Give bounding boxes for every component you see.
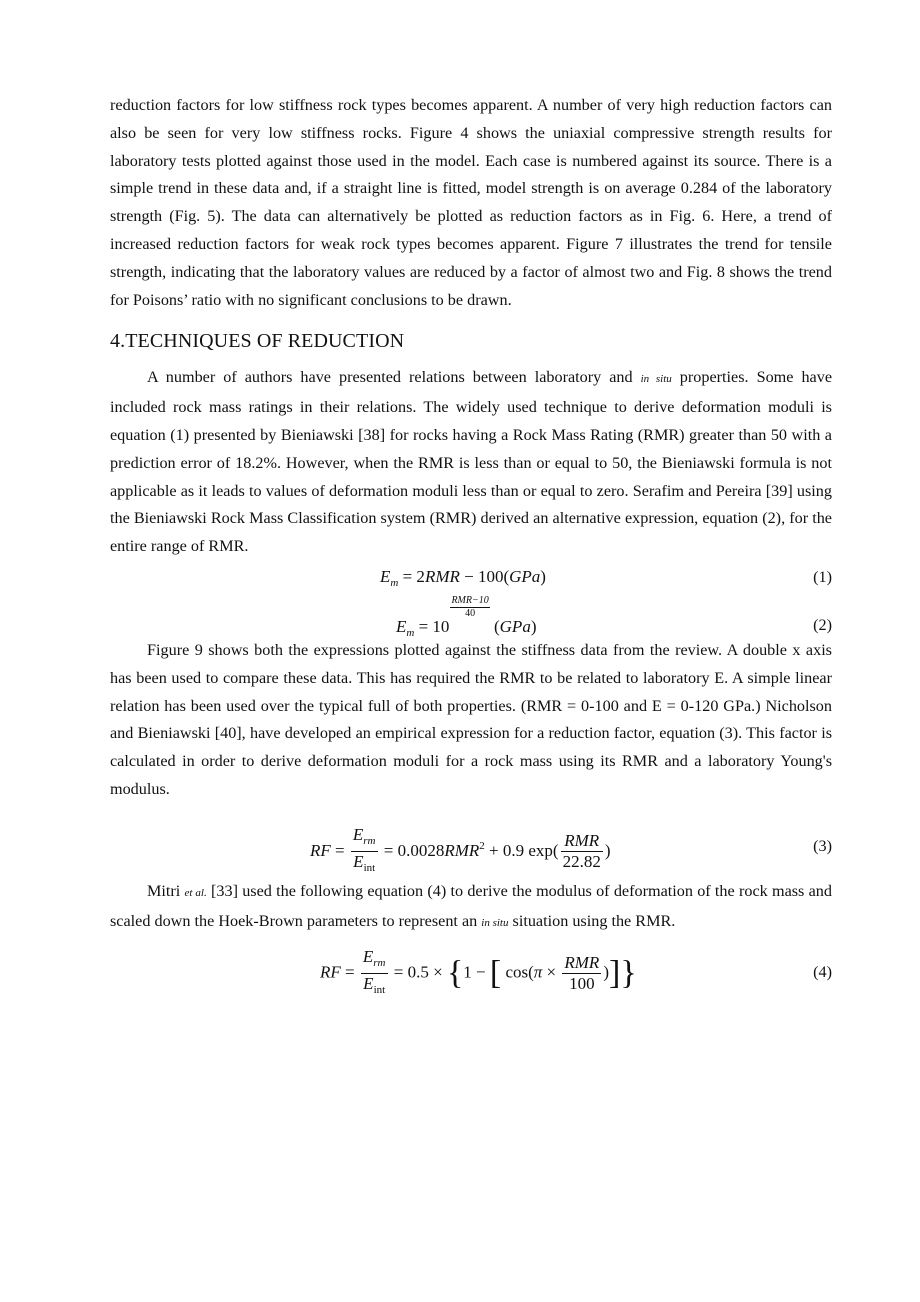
eq1-lhs: E — [380, 566, 391, 586]
section-heading: 4.TECHNIQUES OF REDUCTION — [110, 330, 405, 353]
eq2-unit-c: ) — [530, 616, 537, 636]
equation-4-number: (4) — [813, 963, 832, 982]
eq4-fraction-1-numerator — [361, 947, 388, 974]
eq2-lhs: E — [396, 616, 407, 636]
eq3-frac-num: E — [352, 825, 364, 845]
eq4-fraction-1 — [361, 947, 388, 1000]
eq4-close: ) — [603, 962, 609, 982]
eq3-fraction-2-numerator: RMR — [561, 831, 603, 852]
eq4-one-minus: 1 − — [463, 962, 490, 982]
in-situ-term: in situ — [640, 373, 672, 386]
paragraph-2-text-a: A number of authors have presented relations between laboratory and — [147, 368, 641, 387]
eq2-eq: = 10 — [414, 616, 450, 636]
eq4-fraction-2-denominator: 100 — [569, 974, 595, 994]
eq3-mid-b: RMR — [444, 840, 480, 860]
eq4-pi: π — [533, 962, 543, 982]
equation-4 — [110, 947, 832, 997]
paragraph-2 — [110, 364, 832, 561]
equation-2-formula — [396, 594, 537, 647]
equation-1-formula — [380, 563, 546, 597]
equation-3-formula — [310, 824, 611, 879]
eq3-fraction-1-denominator — [351, 852, 378, 878]
eq4-bracket-open: [ — [489, 954, 502, 992]
equation-2 — [110, 594, 832, 639]
eq3-close: ) — [604, 840, 611, 860]
eq4-cos: cos( — [501, 962, 534, 982]
eq3-fraction-1 — [351, 825, 378, 878]
paragraph-4 — [110, 878, 832, 938]
paragraph-4-text-c: situation using the RMR. — [508, 911, 676, 930]
eq3-fraction-2 — [561, 831, 603, 872]
et-al-term: et al. — [184, 886, 207, 899]
eq4-times: × — [542, 962, 561, 982]
eq4-frac-den: E — [363, 974, 374, 994]
eq2-exponent-numerator: RMR−10 — [451, 594, 489, 606]
eq2-exponent — [450, 595, 489, 620]
paragraph-1: reduction factors for low stiffness rock types becomes apparent. A number of very high reduction factors can also be seen for very low stiffness rocks. Figure 4 shows the uniaxial compressive strength results for laboratory tests plotted against those used in the model. Each case is numbered against its source. There is a simple trend in these data and, if a straight line is fitted, model strength is on average 0.284 of the laboratory strength (Fig. 5). The data can alternatively be plotted as reduction factors as in Fig. 6. Here, a trend of increased reduction factors for weak rock types becomes apparent. Figure 7 illustrates the trend for tensile strength, indicating that the laboratory values are reduced by a factor of almost two and Fig. 8 shows the trend for Poisons’ ratio with no significant conclusions to be drawn. — [110, 96, 832, 309]
eq1-rhs-d: GPa — [509, 566, 541, 586]
eq4-frac-num: E — [362, 947, 374, 967]
eq4-mid-a: = 0.5 × — [389, 962, 447, 982]
equation-1 — [110, 563, 832, 591]
eq1-rhs-b: RMR — [424, 566, 460, 586]
eq3-fraction-1-numerator — [351, 825, 378, 852]
eq2-unit-b: GPa — [499, 616, 531, 636]
eq4-eq: = — [340, 962, 359, 982]
eq4-fraction-2-numerator: RMR — [564, 953, 600, 973]
paragraph-4-text-a: Mitri — [147, 881, 185, 900]
eq4-frac-den-sub: int — [373, 984, 386, 997]
eq3-mid-sup: 2 — [479, 839, 485, 852]
eq4-frac-num-sub: rm — [373, 957, 386, 970]
equation-2-number: (2) — [813, 615, 832, 634]
equation-3 — [110, 825, 832, 875]
eq4-brace-open: { — [446, 954, 464, 992]
eq2-sub: m — [406, 626, 415, 639]
eq1-rhs-a: = 2 — [398, 566, 425, 586]
eq3-mid-a: = 0.0028 — [379, 840, 445, 860]
eq4-rf: RF — [320, 962, 341, 982]
eq2-exponent-denominator: 40 — [465, 607, 476, 619]
equation-3-number: (3) — [813, 836, 832, 855]
eq1-sub: m — [390, 576, 399, 589]
eq3-frac-den: E — [353, 852, 364, 872]
eq3-eq: = — [330, 840, 349, 860]
eq4-brace-close: } — [620, 954, 637, 992]
eq1-rhs-e: ) — [540, 566, 546, 586]
eq3-rf: RF — [310, 840, 331, 860]
page-content — [110, 92, 832, 997]
eq3-frac-den-sub: int — [363, 862, 376, 875]
eq4-bracket-close: ] — [609, 954, 621, 992]
in-situ-term-2: in situ — [481, 916, 509, 929]
eq4-fraction-2 — [562, 953, 601, 994]
eq4-fraction-1-denominator — [361, 974, 388, 1000]
eq3-fraction-2-denominator: 22.82 — [562, 852, 601, 872]
eq3-mid-c: + 0.9 exp( — [484, 840, 559, 860]
paragraph-3: Figure 9 shows both the expressions plotted against the stiffness data from the review. A double x axis has been used to compare these data. This has required the RMR to be related to laboratory E. A simple linear relation has been used over the typical full of both properties. (RMR = 0-100 and E = 0-120 GPa.) Nicholson and Bieniawski [40], have developed an empirical expression for a reduction factor, equation (3). This factor is calculated in order to derive deformation moduli for a rock mass using its RMR and a laboratory Young's modulus. — [110, 640, 832, 798]
paragraph-4-text-b: [33] used the following equation (4) to derive the modulus of deformation of the rock mass and scaled down the Hoek-Brown parameters to represent an — [110, 881, 832, 930]
paragraph-2-text-b: properties. Some have included rock mass ratings in their relations. The widely used technique to derive deformation moduli is equation (1) presented by Bieniawski [38] for rocks having a Rock Mass Rating (RMR) greater than 50 with a prediction error of 18.2%. However, when the RMR is less than or equal to 50, the Bieniawski formula is not applicable as it leads to values of deformation moduli less than or equal to zero. Serafim and Pereira [39] using the Bieniawski Rock Mass Classification system (RMR) derived an alternative expression, equation (2), for the entire range of RMR. — [110, 368, 833, 556]
equation-4-formula — [320, 947, 637, 1000]
eq2-unit-a: ( — [489, 616, 500, 636]
eq3-frac-num-sub: rm — [363, 835, 376, 848]
equation-1-number: (1) — [813, 567, 832, 586]
eq1-rhs-c: − 100( — [459, 566, 510, 586]
